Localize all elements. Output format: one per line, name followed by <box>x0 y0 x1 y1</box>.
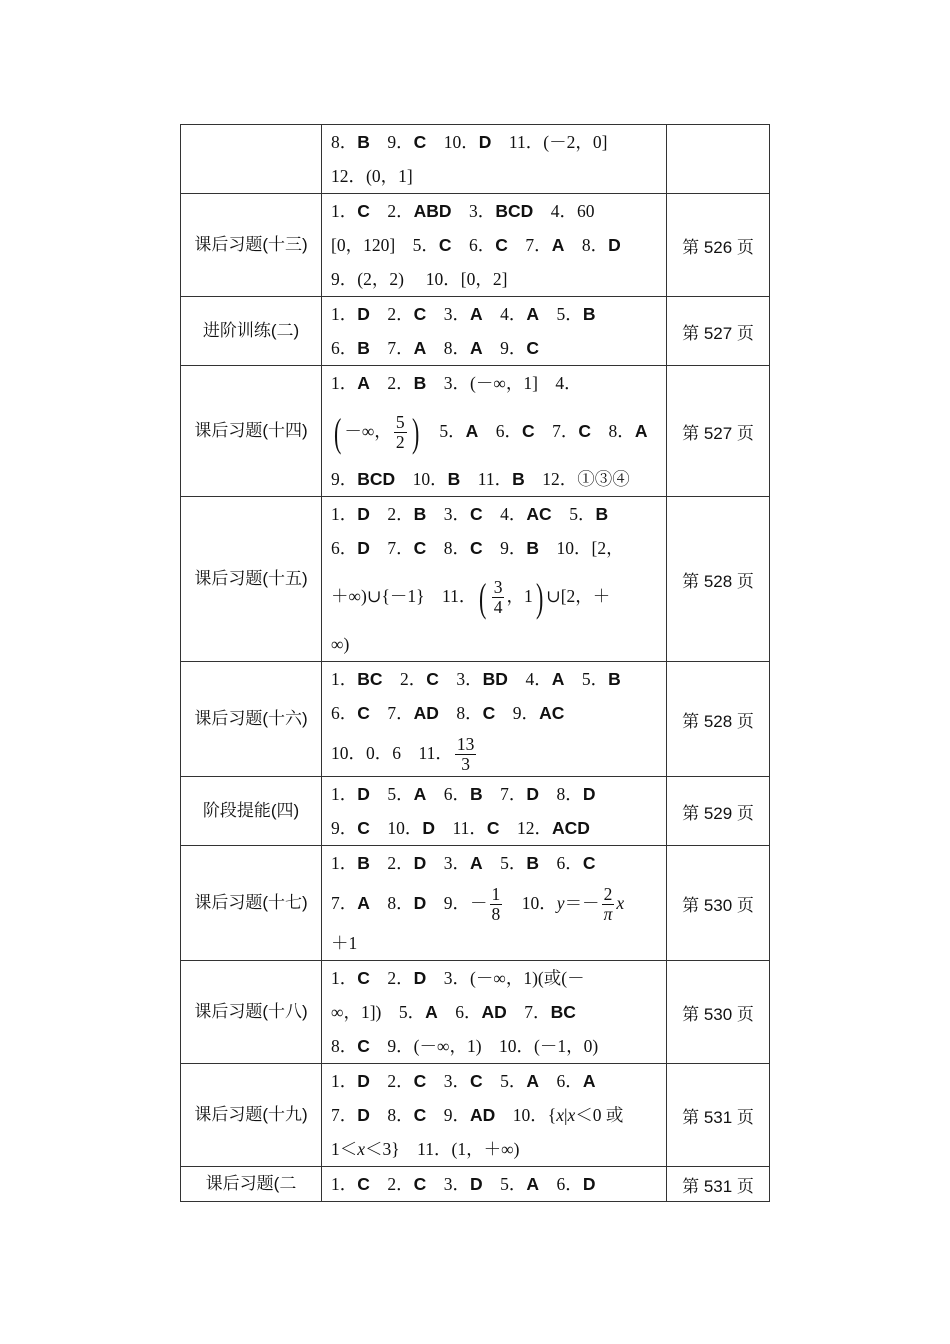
answer-line: 8．C 9．(－∞，1) 10．(－1，0) <box>331 1036 599 1056</box>
section-name: 课后习题(十八) <box>181 961 322 1064</box>
answer-line: 1．D 2．B 3．C 4．AC 5．B <box>331 504 609 524</box>
fraction: $\frac{13}{3}$ <box>456 734 475 775</box>
section-name: 课后习题(十九) <box>181 1064 322 1167</box>
page-ref: 第 528 页 <box>667 662 770 777</box>
answer-line: 9．C 10．D 11．C 12．ACD <box>331 818 590 838</box>
answer-line: 1．C 2．C 3．D 5．A 6．D <box>331 1174 596 1194</box>
answer-line: 8．B 9．C 10．D 11．(－2，0] <box>331 132 608 152</box>
page-ref: 第 526 页 <box>667 194 770 297</box>
answer-line: [0，120] 5．C 6．C 7．A 8．D <box>331 235 621 255</box>
table-row <box>181 777 770 846</box>
answer-line: 1．D 5．A 6．B 7．D 8．D <box>331 784 596 804</box>
fraction: $\frac{3}{4}$ <box>493 577 503 618</box>
page-ref: 第 530 页 <box>667 961 770 1064</box>
page-ref: 第 531 页 <box>667 1167 770 1202</box>
answer-line: 1＜x＜3} 11．(1，＋∞) <box>331 1139 520 1159</box>
page-ref: 第 529 页 <box>667 777 770 846</box>
answers-cell <box>322 1064 667 1167</box>
fraction: $\frac{1}{8}$ <box>491 884 501 925</box>
answers-cell <box>322 297 667 366</box>
section-name: 课后习题(二 <box>181 1167 322 1202</box>
answer-line: 1．C 2．D 3．(－∞，1)(或(－ <box>331 968 585 988</box>
answers-cell <box>322 1167 667 1202</box>
page-ref: 第 531 页 <box>667 1064 770 1167</box>
answers-cell <box>322 961 667 1064</box>
table-row <box>181 297 770 366</box>
section-name: 课后习题(十四) <box>181 366 322 497</box>
answer-line: 6．B 7．A 8．A 9．C <box>331 338 540 358</box>
page-ref: 第 527 页 <box>667 366 770 497</box>
table-row <box>181 662 770 777</box>
answers-cell <box>322 366 667 497</box>
answer-line: ＋1 <box>331 933 358 953</box>
answer-line: ∞) <box>331 634 350 654</box>
table-row <box>181 366 770 497</box>
section-name: 课后习题(十三) <box>181 194 322 297</box>
table-row <box>181 846 770 961</box>
answer-line: ＋∞)∪{－1} 11．( $\frac{3}{4}$ ，1) ∪[2，＋ <box>331 574 611 620</box>
answers-cell <box>322 662 667 777</box>
table-row <box>181 497 770 662</box>
section-name: 课后习题(十六) <box>181 662 322 777</box>
answers-cell <box>322 497 667 662</box>
answer-line: ( －∞， $\frac{5}{2}$ ) 5．A 6．C 7．C 8．A <box>333 409 648 455</box>
table-row <box>181 961 770 1064</box>
answer-line: 9．BCD 10．B 11．B 12．①③④ <box>331 469 630 489</box>
table-row <box>181 125 770 194</box>
answer-line: 1．D 2．C 3．C 5．A 6．A <box>331 1071 596 1091</box>
section-name <box>181 125 322 194</box>
page-ref <box>667 125 770 194</box>
section-name: 阶段提能(四) <box>181 777 322 846</box>
answer-line: 10．0．6 11． $\frac{13}{3}$ <box>331 734 475 775</box>
answer-line: 1．A 2．B 3．(－∞，1] 4． <box>331 373 582 393</box>
answer-line: ∞，1]) 5．A 6．AD 7．BC <box>331 1002 576 1022</box>
answers-cell <box>322 125 667 194</box>
answer-line: 1．D 2．C 3．A 4．A 5．B <box>331 304 596 324</box>
page-ref: 第 530 页 <box>667 846 770 961</box>
answers-cell <box>322 194 667 297</box>
answer-line: 1．C 2．ABD 3．BCD 4．60 <box>331 201 595 221</box>
answer-line: 1．BC 2．C 3．BD 4．A 5．B <box>331 669 621 689</box>
section-name: 进阶训练(二) <box>181 297 322 366</box>
answer-line: 7．A 8．D 9．－ $\frac{1}{8}$ 10．y＝－ $\frac{2}{\pi}$ x <box>331 884 625 925</box>
answer-table <box>180 124 770 1202</box>
section-name: 课后习题(十五) <box>181 497 322 662</box>
answer-line: 1．B 2．D 3．A 5．B 6．C <box>331 853 596 873</box>
section-name: 课后习题(十七) <box>181 846 322 961</box>
table-row <box>181 194 770 297</box>
answer-line: 6．D 7．C 8．C 9．B 10．[2， <box>331 538 624 558</box>
fraction: $\frac{2}{\pi}$ <box>603 884 613 925</box>
page-ref: 第 527 页 <box>667 297 770 366</box>
fraction: $\frac{5}{2}$ <box>395 412 405 453</box>
answer-line: 9．(2，2) 10．[0，2] <box>331 269 508 289</box>
page-ref: 第 528 页 <box>667 497 770 662</box>
table-row <box>181 1167 770 1202</box>
table-row <box>181 1064 770 1167</box>
answers-cell <box>322 777 667 846</box>
answer-line: 6．C 7．AD 8．C 9．AC <box>331 703 565 723</box>
answer-line: 12．(0，1] <box>331 166 413 186</box>
answer-line: 7．D 8．C 9．AD 10．{x|x＜0 或 <box>331 1105 624 1125</box>
answers-cell <box>322 846 667 961</box>
